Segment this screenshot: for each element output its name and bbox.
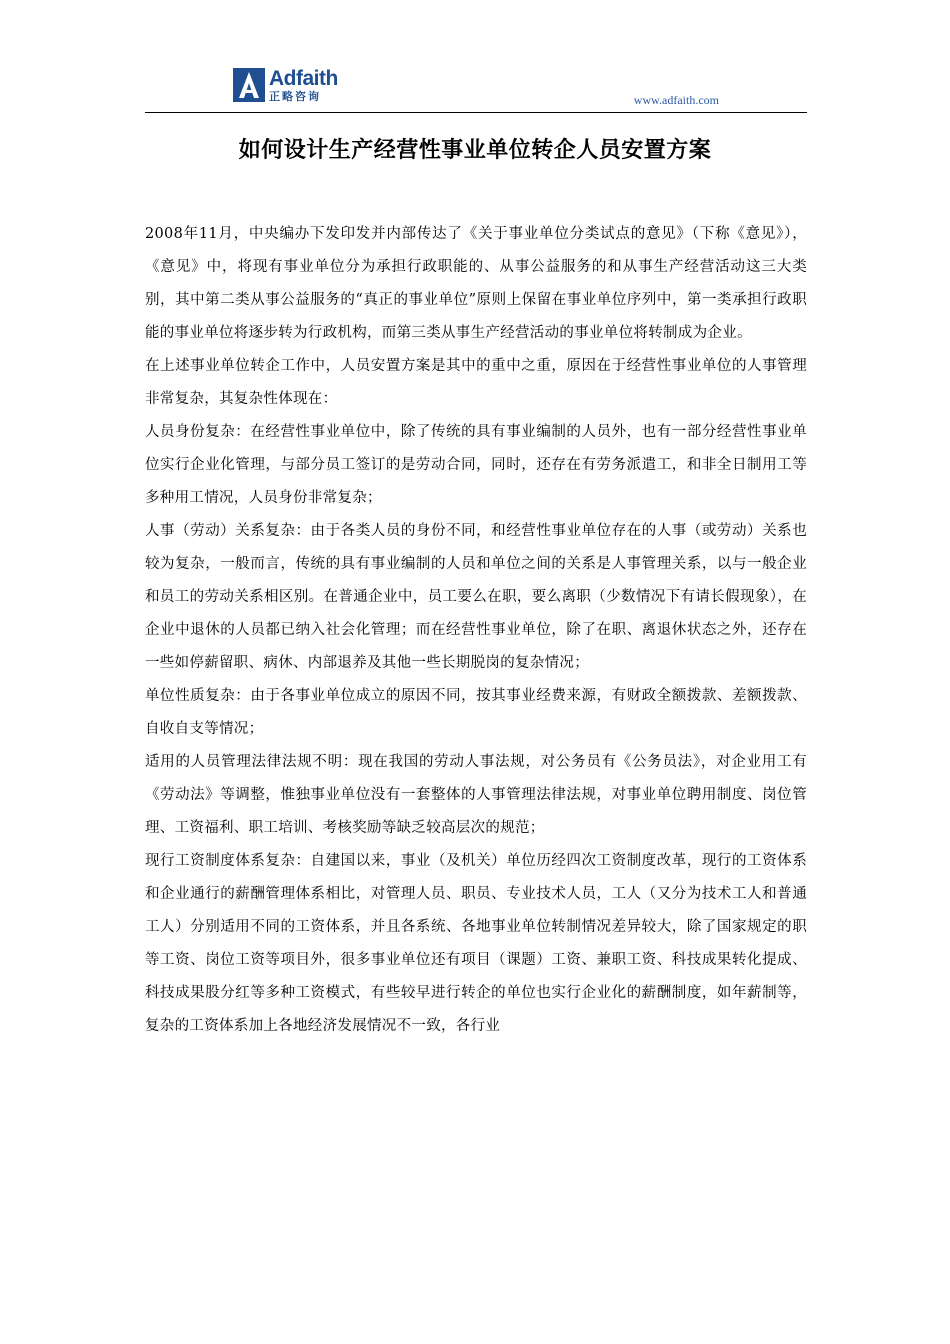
adfaith-logo <box>233 66 338 104</box>
document-title: 如何设计生产经营性事业单位转企人员安置方案 <box>238 138 712 163</box>
paragraph: 适用的人员管理法律法规不明：现在我国的劳动人事法规，对公务员有《公务员法》，对企业用工有《劳动法》等调整，惟独事业单位没有一套整体的人事管理法律法规，对事业单位聘用制度、岗位管理、工资福利、职工培训、考核奖励等缺乏较高层次的规范； <box>145 754 807 836</box>
logo-chinese-text: 正略咨询 <box>269 90 321 103</box>
document-body <box>145 218 807 1043</box>
paragraph: 在上述事业单位转企工作中，人员安置方案是其中的重中之重，原因在于经营性事业单位的人事管理非常复杂，其复杂性体现在： <box>145 358 807 407</box>
site-url[interactable]: www.adfaith.com <box>633 93 719 107</box>
paragraph: 2008年11月，中央编办下发印发并内部传达了《关于事业单位分类试点的意见》（下称《意见》），《意见》中，将现有事业单位分为承担行政职能的、从事公益服务的和从事生产经营活动这三大类别，其中第二类从事公益服务的“真正的事业单位”原则上保留在事业单位序列中，第一类承担行政职能的事业单位将逐步转为行政机构，而第三类从事生产经营活动的事业单位将转制成为企业。 <box>145 226 807 341</box>
page-header <box>145 66 807 113</box>
paragraph: 人事（劳动）关系复杂：由于各类人员的身份不同，和经营性事业单位存在的人事（或劳动）关系也较为复杂，一般而言，传统的具有事业编制的人员和单位之间的关系是人事管理关系，以与一般企业和员工的劳动关系相区别。在普通企业中，员工要么在职，要么离职（少数情况下有请长假现象），在企业中退休的人员都已纳入社会化管理；而在经营性事业单位，除了在职、离退休状态之外，还存在一些如停薪留职、病休、内部退养及其他一些长期脱岗的复杂情况； <box>145 523 807 671</box>
paragraph: 单位性质复杂：由于各事业单位成立的原因不同，按其事业经费来源，有财政全额拨款、差额拨款、自收自支等情况； <box>145 688 807 737</box>
logo-brand-text: Adfaith <box>269 67 338 90</box>
paragraph: 人员身份复杂：在经营性事业单位中，除了传统的具有事业编制的人员外，也有一部分经营性事业单位实行企业化管理，与部分员工签订的是劳动合同，同时，还存在有劳务派遣工，和非全日制用工等多种用工情况，人员身份非常复杂； <box>145 424 807 506</box>
paragraph: 现行工资制度体系复杂：自建国以来，事业（及机关）单位历经四次工资制度改革，现行的工资体系和企业通行的薪酬管理体系相比，对管理人员、职员、专业技术人员，工人（又分为技术工人和普通工人）分别适用不同的工资体系，并且各系统、各地事业单位转制情况差异较大，除了国家规定的职等工资、岗位工资等项目外，很多事业单位还有项目（课题）工资、兼职工资、科技成果转化提成、科技成果股分红等多种工资模式，有些较早进行转企的单位也实行企业化的薪酬制度，如年薪制等，复杂的工资体系加上各地经济发展情况不一致，各行业 <box>145 853 807 1034</box>
adfaith-logo-icon <box>233 68 265 102</box>
